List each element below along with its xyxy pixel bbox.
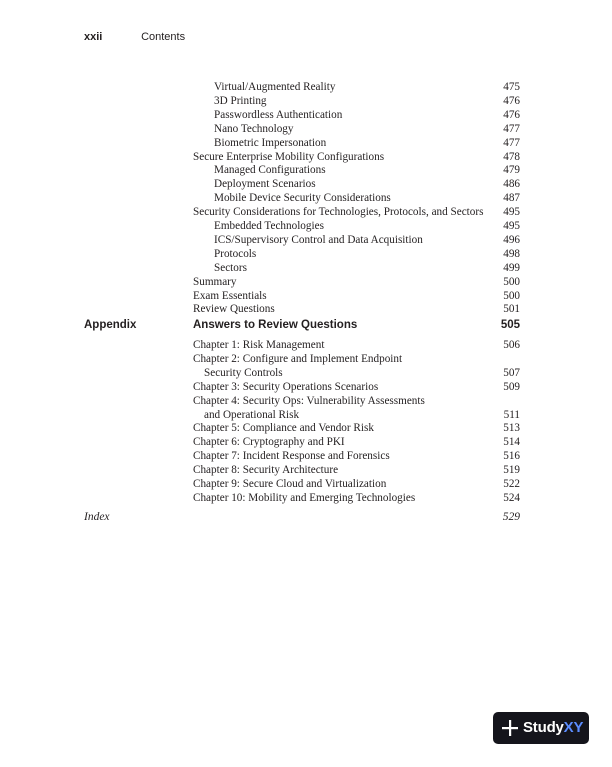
toc-entry-title: Nano Technology [214,122,294,135]
toc-entry[interactable] [193,380,520,394]
page-number: xxii [84,31,103,43]
toc-entry-page: 496 [503,233,520,246]
toc-entry[interactable] [193,435,520,449]
toc-entry-title: Virtual/Augmented Reality [214,81,336,93]
toc-entry-title: Chapter 10: Mobility and Emerging Technologies [193,491,416,504]
toc-entry-title: Chapter 5: Compliance and Vendor Risk [193,422,374,435]
toc-entry-title: Security Considerations for Technologies, Protocols, and Sectors [193,206,484,219]
toc-entry-title: Managed Configurations [214,164,326,177]
toc-entry-page: 511 [503,408,520,421]
appendix-title: Answers to Review Questions [193,319,358,331]
index-label: Index [84,511,110,523]
toc-entry-title: Security Controls [204,366,283,379]
toc-entry[interactable] [193,463,520,477]
toc-entry-title: Protocols [214,247,257,260]
watermark-brand [523,719,583,736]
toc-entry-page: 476 [503,94,520,107]
toc-entry-page: 514 [503,436,520,449]
toc-entry[interactable] [193,177,520,191]
toc-entry-title: ICS/Supervisory Control and Data Acquisition [214,233,423,246]
toc-entry[interactable] [193,302,520,316]
toc-entry[interactable] [193,191,520,205]
toc-entry-page: 500 [503,289,520,302]
toc-entry[interactable] [193,247,520,261]
toc-entry[interactable] [193,233,520,247]
toc-entry-title: and Operational Risk [204,408,300,421]
toc-entry[interactable] [193,94,520,108]
toc-entry[interactable] [193,394,520,408]
toc-entry-page: 500 [503,275,520,288]
toc-entry-page: 478 [503,150,520,163]
toc-entry-title: Deployment Scenarios [214,178,316,191]
toc-entry[interactable] [193,80,520,94]
toc-entry[interactable] [193,352,520,366]
studyxy-watermark [493,712,589,744]
toc-entry-title: Chapter 1: Risk Management [193,339,325,351]
toc-entry[interactable] [193,366,520,380]
toc-entry[interactable] [193,219,520,233]
toc-entry[interactable] [193,477,520,491]
toc-entry[interactable] [193,491,520,505]
toc-entry-page: 475 [503,81,520,93]
toc-entry-page: 522 [503,478,520,490]
toc-entry[interactable] [193,408,520,422]
toc-entry-title: Chapter 9: Secure Cloud and Virtualization [193,478,387,490]
running-head: Contents [141,31,186,43]
appendix-page: 505 [500,319,520,331]
toc-entry-title: 3D Printing [214,94,267,107]
toc-entry-page: 495 [503,206,520,219]
toc-entry[interactable] [193,421,520,435]
toc-entry-page: 499 [503,261,520,274]
toc-entry-title: Chapter 7: Incident Response and Forensics [193,450,390,463]
toc-entry[interactable] [193,163,520,177]
toc-entry[interactable] [193,136,520,150]
toc-entry[interactable] [193,150,520,164]
toc-entry-title: Biometric Impersonation [214,136,327,149]
toc-entry[interactable] [193,205,520,219]
toc-entry-title: Sectors [214,261,247,274]
page-header [84,31,185,43]
toc-entry-page: 486 [503,178,520,191]
toc-entry[interactable] [193,449,520,463]
toc-entry[interactable] [193,108,520,122]
toc-entry-page: 509 [503,380,520,393]
toc-entry-title: Secure Enterprise Mobility Configurations [193,150,385,163]
toc-entry-title: Chapter 2: Configure and Implement Endpoint [193,352,403,365]
toc-entry-page: 519 [503,464,520,477]
toc-entry-title: Chapter 3: Security Operations Scenarios [193,380,379,393]
toc-entry-page: 477 [503,136,520,149]
toc-entry-title: Embedded Technologies [214,220,324,232]
toc-entry[interactable] [193,275,520,289]
toc-entry[interactable] [193,122,520,136]
toc-entry-page: 495 [503,220,520,232]
toc-entry-page: 501 [503,303,520,316]
index-page: 529 [502,511,520,523]
toc-entry-title: Chapter 6: Cryptography and PKI [193,436,345,449]
brand-main: Study [523,719,564,736]
plus-icon [500,718,520,738]
toc-entry[interactable] [193,261,520,275]
toc-entry-title: Passwordless Authentication [214,108,343,121]
appendix-label: Appendix [84,319,137,331]
toc-entry-page: 507 [503,366,520,379]
toc-entry-title: Mobile Device Security Considerations [214,192,391,205]
toc-entry-page: 476 [503,108,520,121]
toc-entry-page: 479 [503,164,520,177]
toc-entry-title: Review Questions [193,303,275,316]
toc-entry[interactable] [193,338,520,352]
toc-entry-title: Chapter 4: Security Ops: Vulnerability Assessments [193,394,425,407]
toc-entry-title: Exam Essentials [193,289,267,302]
toc-entry-title: Chapter 8: Security Architecture [193,464,339,477]
toc-entry-page: 477 [503,122,520,135]
toc-entry-page: 498 [503,247,520,260]
toc-entry-page: 524 [503,491,520,504]
toc-appendix-heading[interactable] [84,319,520,335]
toc-entry[interactable] [193,289,520,303]
toc-entry-page: 513 [503,422,520,435]
toc-entry-page: 516 [503,450,520,463]
brand-accent: XY [563,719,584,736]
toc-entry-page: 506 [503,339,520,351]
toc-entry-page: 487 [503,192,520,205]
toc-entry-title: Summary [193,275,237,288]
toc-index-entry[interactable] [84,511,520,527]
